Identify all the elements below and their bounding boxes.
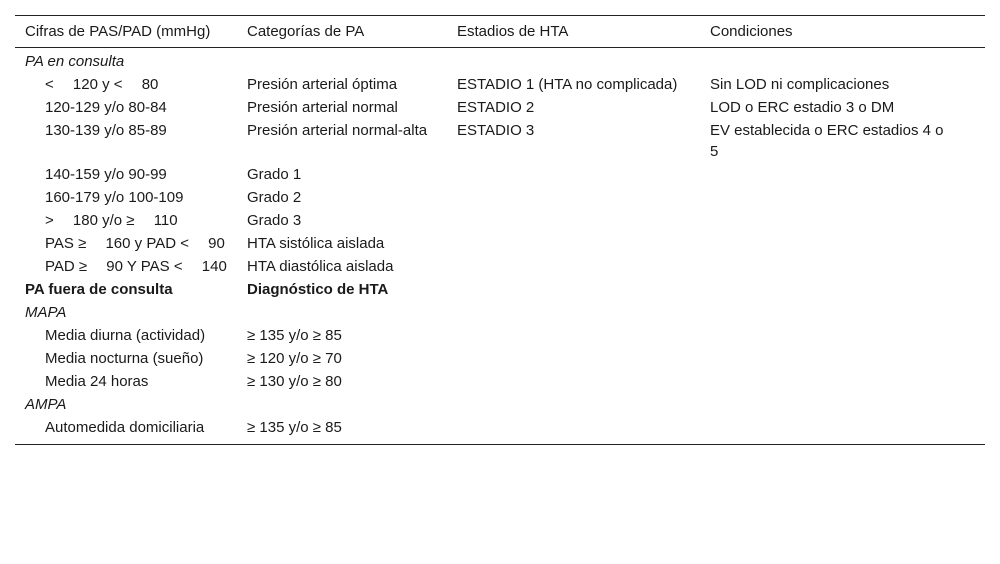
table-row [15,370,985,393]
cell-categoria: Presión arterial óptima [247,76,398,93]
header-categorias: Categorías de PA [247,23,365,40]
cell-diagnostico: ≥ 120 y/o ≥ 70 [247,350,342,367]
cell-cifras: 120-129 y/o 80-84 [45,99,167,116]
cell-condicion: Sin LOD ni complicaciones [710,76,890,93]
cell-condicion [710,210,985,231]
section-label-fuera-consulta: PA fuera de consulta [25,281,173,298]
table-row [15,119,985,163]
cell-cifras: Automedida domiciliaria [45,419,205,436]
cell-condicion [710,256,985,277]
cell-estadio: ESTADIO 3 [457,122,535,139]
cell-condicion [710,187,985,208]
cell-condicion [710,164,985,185]
cell-diagnostico: ≥ 130 y/o ≥ 80 [247,373,342,390]
cell-estadio [457,233,710,254]
cell-categoria: Grado 3 [247,212,302,229]
table-row [15,163,985,186]
cell-estadio: ESTADIO 2 [457,99,535,116]
section-row-mapa [15,301,985,324]
cell-cifras: 160-179 y/o 100-109 [45,189,184,206]
table-row [15,73,985,96]
cell-cifras: > 180 y/o ≥ 110 [45,212,178,229]
table-row [15,186,985,209]
section-label-mapa: MAPA [25,304,67,321]
cell-cifras: 140-159 y/o 90-99 [45,166,167,183]
header-cifras: Cifras de PAS/PAD (mmHg) [25,23,211,40]
hta-classification-table [15,15,985,445]
cell-condicion: LOD o ERC estadio 3 o DM [710,99,895,116]
section-label-ampa: AMPA [25,396,67,413]
cell-estadio [457,210,710,231]
cell-condicion [710,233,985,254]
section-label-en-consulta: PA en consulta [25,53,125,70]
section-label-diagnostico: Diagnóstico de HTA [247,281,389,298]
cell-categoria: Presión arterial normal [247,99,398,116]
header-condiciones: Condiciones [710,23,793,40]
cell-condicion: EV establecida o ERC estadios 4 o 5 [710,122,944,160]
table-row [15,232,985,255]
cell-categoria: HTA diastólica aislada [247,258,394,275]
cell-diagnostico: ≥ 135 y/o ≥ 85 [247,327,342,344]
table-row [15,255,985,278]
table-row [15,96,985,119]
cell-diagnostico: ≥ 135 y/o ≥ 85 [247,419,342,436]
cell-cifras: < 120 y < 80 [45,76,159,93]
cell-estadio [457,256,710,277]
cell-cifras: Media nocturna (sueño) [45,350,204,367]
section-row-ampa [15,393,985,416]
cell-cifras: Media diurna (actividad) [45,327,206,344]
cell-categoria: HTA sistólica aislada [247,235,385,252]
cell-cifras: Media 24 horas [45,373,149,390]
cell-estadio [457,187,710,208]
cell-categoria: Grado 1 [247,166,302,183]
table-row [15,416,985,439]
header-estadios: Estadios de HTA [457,23,569,40]
section-row-fuera-consulta [15,278,985,301]
table-row [15,209,985,232]
cell-cifras: 130-139 y/o 85-89 [45,122,167,139]
table-row [15,347,985,370]
cell-estadio [457,164,710,185]
cell-cifras: PAD ≥ 90 Y PAS < 140 [45,258,227,275]
cell-cifras: PAS ≥ 160 y PAD < 90 [45,235,225,252]
cell-categoria: Grado 2 [247,189,302,206]
section-row-en-consulta [15,50,985,73]
table-row [15,324,985,347]
cell-estadio: ESTADIO 1 (HTA no complicada) [457,76,678,93]
cell-categoria: Presión arterial normal-alta [247,122,428,139]
table-body [15,48,985,444]
table-header [15,16,985,48]
